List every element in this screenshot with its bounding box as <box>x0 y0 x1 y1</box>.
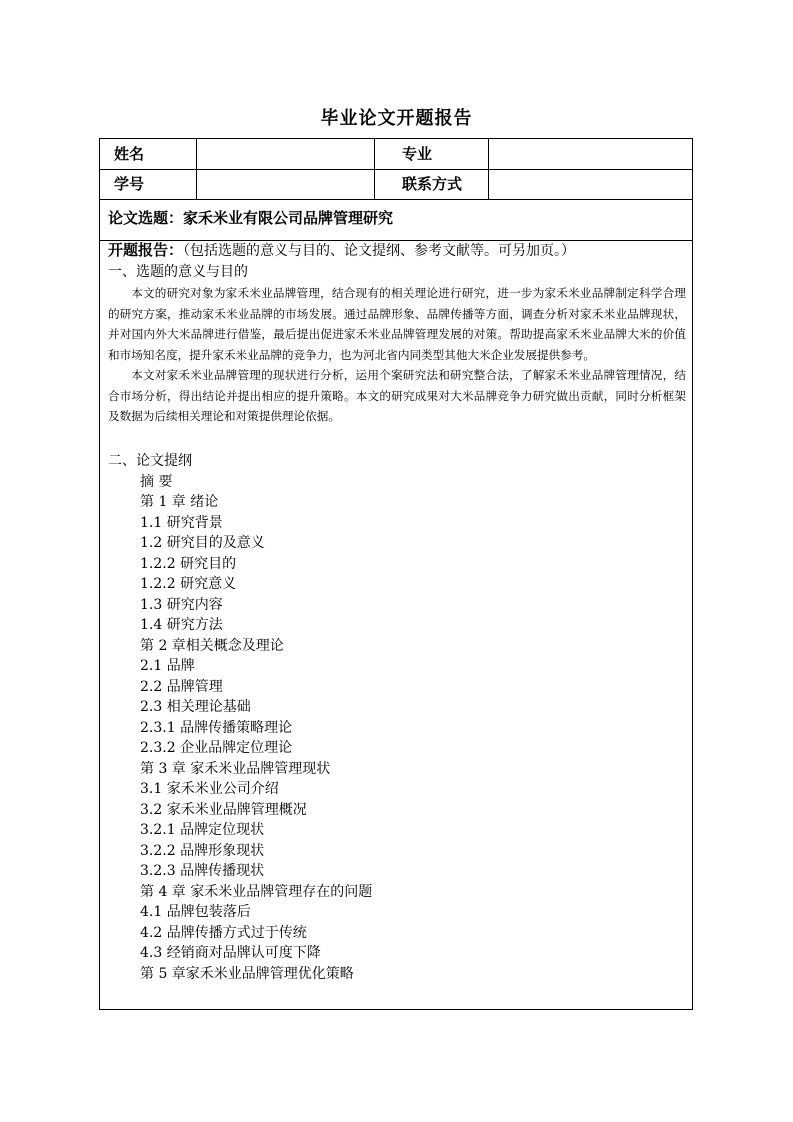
outline-item: 第 5 章家禾米业品牌管理优化策略 <box>140 965 354 982</box>
outline-item: 1.4 研究方法 <box>140 617 223 633</box>
proposal-form <box>99 138 693 1010</box>
report-header <box>108 239 686 262</box>
outline-item: 2.3.1 品牌传播策略理论 <box>140 719 293 736</box>
report-note: （包括选题的意义与目的、论文提纲、参考文献等。可另加页。） <box>183 243 576 259</box>
page-title: 毕业论文开题报告 <box>320 108 473 129</box>
outline-item: 3.2.3 品牌传播现状 <box>140 863 265 879</box>
outline-item: 4.2 品牌传播方式过于传统 <box>140 924 307 941</box>
form-row-name <box>100 139 692 170</box>
outline-item: 1.2.2 研究目的 <box>140 555 237 572</box>
outline-item: 1.2.2 研究意义 <box>140 576 237 592</box>
outline-item: 1.1 研究背景 <box>140 514 223 531</box>
outline-item: 第 3 章 家禾米业品牌管理现状 <box>140 760 331 777</box>
thesis-topic: 论文选题：家禾米业有限公司品牌管理研究 <box>108 209 394 227</box>
outline-item: 摘 要 <box>140 473 173 490</box>
outline-item: 3.2.1 品牌定位现状 <box>140 822 265 838</box>
outline-item: 2.3.2 企业品牌定位理论 <box>140 740 293 756</box>
section-1-title: 一、选题的意义与目的 <box>108 264 248 280</box>
outline-item: 第 4 章 家禾米业品牌管理存在的问题 <box>140 883 373 900</box>
paragraph-1: 本文的研究对象为家禾米业品牌管理，结合现有的相关理论进行研究，进一步为家禾米业品牌制定科学合理的研究方案，推动家禾米业品牌的市场发展。通过品牌形象、品牌传播等方面，调查分析对家禾米业品牌现状，并对国内外大米品牌进行借鉴，最后提出促进家禾米业品牌管理发展的对策。帮助提高家禾米业品牌大米的价值和市场知名度，提升家禾米业品牌的竞争力，也为河北省内同类型其他大米企业发展提供参考。 <box>108 286 686 362</box>
outline-item: 4.1 品牌包装落后 <box>140 904 251 920</box>
outline-item: 3.2.2 品牌形象现状 <box>140 842 265 859</box>
report-label: 开题报告： <box>108 241 184 259</box>
outline-item: 1.2 研究目的及意义 <box>140 535 265 551</box>
student-id-field[interactable] <box>196 170 374 199</box>
name-field[interactable] <box>196 139 374 169</box>
report-section <box>108 239 686 984</box>
outline-item: 3.1 家禾米业公司介绍 <box>140 781 279 797</box>
outline-item: 3.2 家禾米业品牌管理概况 <box>140 801 307 818</box>
outline-list <box>140 472 686 985</box>
major-label: 专业 <box>402 145 433 163</box>
form-row-id <box>100 170 692 200</box>
outline-item: 2.2 品牌管理 <box>140 678 223 695</box>
section-2-title: 二、论文提纲 <box>108 452 192 469</box>
outline-item: 1.3 研究内容 <box>140 596 223 613</box>
outline-item: 2.3 相关理论基础 <box>140 699 251 715</box>
contact-field[interactable] <box>488 170 692 199</box>
paragraph-2: 本文对家禾米业品牌管理的现状进行分析，运用个案研究法和研究整合法，了解家禾米业品牌管理情况，结合市场分析，得出结论并提出相应的提升策略。本文的研究成果对大米品牌竞争力研究做出贡献，同时分析框架及数据为后续相关理论和对策提供理论依据。 <box>108 368 686 423</box>
student-id-label: 学号 <box>114 175 145 193</box>
name-label: 姓名 <box>114 145 145 163</box>
contact-label: 联系方式 <box>402 175 463 193</box>
outline-item: 第 2 章相关概念及理论 <box>140 637 284 654</box>
outline-item: 4.3 经销商对品牌认可度下降 <box>140 945 321 961</box>
major-field[interactable] <box>488 139 692 169</box>
outline-item: 第 1 章 绪论 <box>140 494 219 510</box>
outline-item: 2.1 品牌 <box>140 658 195 674</box>
